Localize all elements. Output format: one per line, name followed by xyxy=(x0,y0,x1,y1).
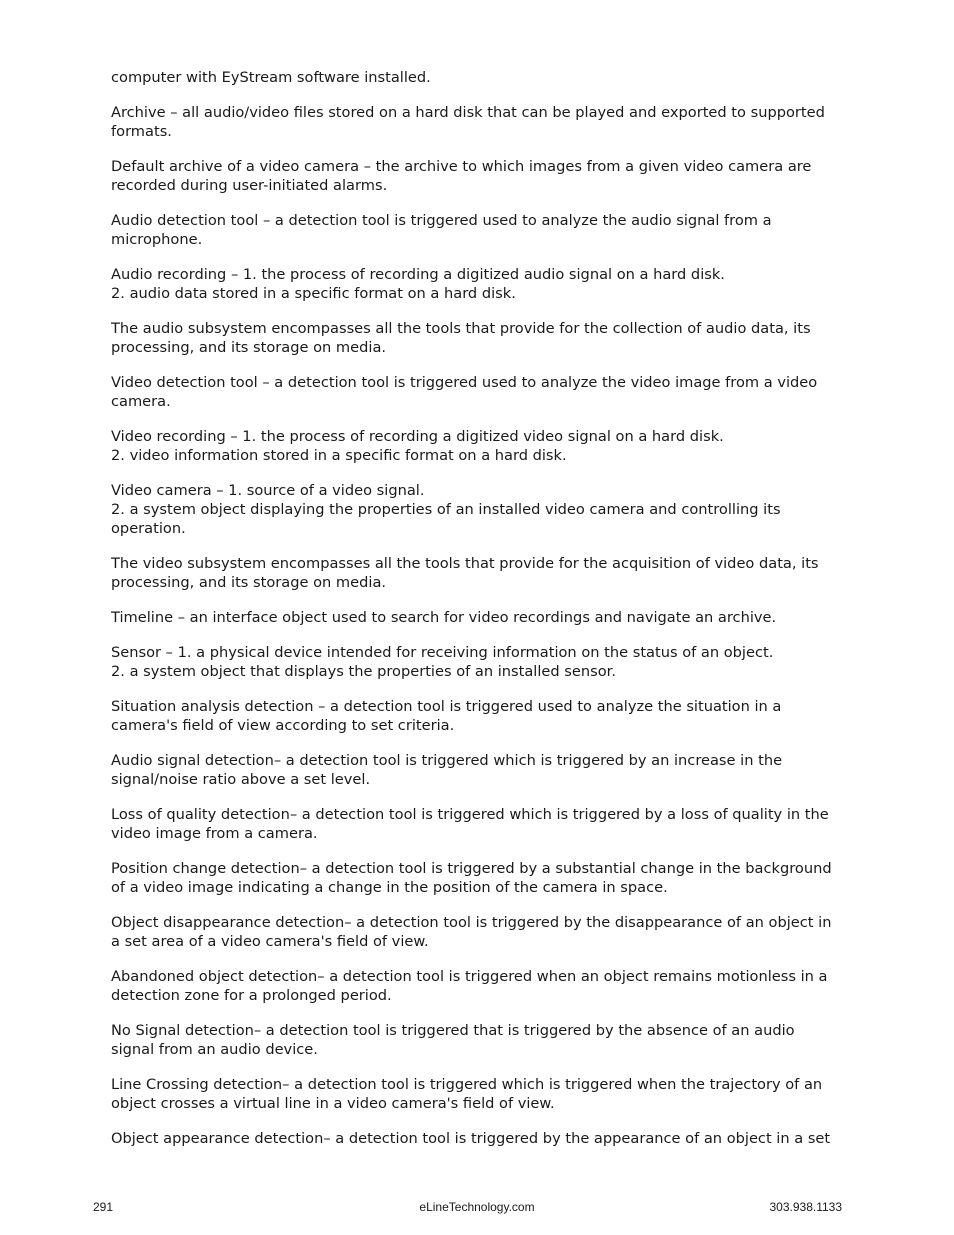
footer-website: eLineTechnology.com xyxy=(419,1200,535,1214)
glossary-paragraph xyxy=(111,481,846,538)
paragraph-line: detection zone for a prolonged period. xyxy=(111,987,392,1004)
paragraph-line: recorded during user-initiated alarms. xyxy=(111,177,388,194)
glossary-paragraph xyxy=(111,751,846,789)
paragraph-line: processing, and its storage on media. xyxy=(111,574,387,591)
paragraph-line: 2. a system object that displays the properties of an installed sensor. xyxy=(111,663,616,680)
paragraph-line: formats. xyxy=(111,123,172,140)
footer-phone: 303.938.1133 xyxy=(769,1200,842,1214)
paragraph-line: Abandoned object detection– a detection tool is triggered when an object remains motionless in a xyxy=(111,968,828,985)
glossary-paragraph xyxy=(111,265,846,303)
glossary-paragraph xyxy=(111,608,846,627)
glossary-paragraph xyxy=(111,157,846,195)
paragraph-line: Video camera – 1. source of a video signal. xyxy=(111,482,425,499)
paragraph-line: camera's field of view according to set criteria. xyxy=(111,717,455,734)
paragraph-line: Sensor – 1. a physical device intended for receiving information on the status of an object. xyxy=(111,644,774,661)
glossary-paragraph xyxy=(111,373,846,411)
page-footer xyxy=(0,1200,954,1216)
glossary-paragraph xyxy=(111,211,846,249)
glossary-paragraph xyxy=(111,1129,846,1148)
glossary-paragraph xyxy=(111,859,846,897)
paragraph-line: operation. xyxy=(111,520,186,537)
paragraph-line: Situation analysis detection – a detection tool is triggered used to analyze the situation in a xyxy=(111,698,782,715)
paragraph-line: 2. audio data stored in a specific format on a hard disk. xyxy=(111,285,516,302)
paragraph-line: Audio recording – 1. the process of recording a digitized audio signal on a hard disk. xyxy=(111,266,725,283)
paragraph-line: Video detection tool – a detection tool is triggered used to analyze the video image from a video xyxy=(111,374,818,391)
paragraph-line: 2. a system object displaying the properties of an installed video camera and controlling its xyxy=(111,501,781,518)
paragraph-line: signal from an audio device. xyxy=(111,1041,318,1058)
paragraph-line: The video subsystem encompasses all the tools that provide for the acquisition of video data, its xyxy=(111,555,819,572)
glossary-paragraph xyxy=(111,319,846,357)
paragraph-line: computer with EyStream software installed. xyxy=(111,69,431,86)
glossary-paragraph xyxy=(111,913,846,951)
paragraph-line: signal/noise ratio above a set level. xyxy=(111,771,371,788)
glossary-paragraph xyxy=(111,427,846,465)
paragraph-line: of a video image indicating a change in the position of the camera in space. xyxy=(111,879,668,896)
glossary-paragraph xyxy=(111,1075,846,1113)
paragraph-line: video image from a camera. xyxy=(111,825,318,842)
paragraph-line: Loss of quality detection– a detection tool is triggered which is triggered by a loss of quality in the xyxy=(111,806,829,823)
paragraph-line: The audio subsystem encompasses all the tools that provide for the collection of audio data, its xyxy=(111,320,811,337)
paragraph-line: 2. video information stored in a specific format on a hard disk. xyxy=(111,447,567,464)
glossary-paragraph xyxy=(111,967,846,1005)
paragraph-line: Line Crossing detection– a detection tool is triggered which is triggered when the trajectory of an xyxy=(111,1076,823,1093)
paragraph-line: Object disappearance detection– a detection tool is triggered by the disappearance of an object in xyxy=(111,914,832,931)
paragraph-line: Archive – all audio/video files stored on a hard disk that can be played and exported to supported xyxy=(111,104,825,121)
paragraph-line: Audio detection tool – a detection tool is triggered used to analyze the audio signal from a xyxy=(111,212,772,229)
paragraph-line: Object appearance detection– a detection tool is triggered by the appearance of an object in a set xyxy=(111,1130,831,1147)
glossary-paragraph xyxy=(111,68,846,87)
document-body xyxy=(111,68,846,1164)
paragraph-line: Timeline – an interface object used to search for video recordings and navigate an archive. xyxy=(111,609,777,626)
paragraph-line: object crosses a virtual line in a video camera's field of view. xyxy=(111,1095,555,1112)
glossary-paragraph xyxy=(111,103,846,141)
glossary-paragraph xyxy=(111,697,846,735)
paragraph-line: camera. xyxy=(111,393,171,410)
glossary-paragraph xyxy=(111,554,846,592)
paragraph-line: Position change detection– a detection tool is triggered by a substantial change in the background xyxy=(111,860,832,877)
glossary-paragraph xyxy=(111,805,846,843)
glossary-paragraph xyxy=(111,643,846,681)
paragraph-line: No Signal detection– a detection tool is triggered that is triggered by the absence of an audio xyxy=(111,1022,795,1039)
glossary-paragraph xyxy=(111,1021,846,1059)
paragraph-line: Audio signal detection– a detection tool is triggered which is triggered by an increase in the xyxy=(111,752,783,769)
page-number: 291 xyxy=(93,1200,114,1214)
paragraph-line: processing, and its storage on media. xyxy=(111,339,387,356)
paragraph-line: microphone. xyxy=(111,231,203,248)
paragraph-line: Video recording – 1. the process of recording a digitized video signal on a hard disk. xyxy=(111,428,724,445)
paragraph-line: Default archive of a video camera – the archive to which images from a given video camera are xyxy=(111,158,812,175)
paragraph-line: a set area of a video camera's field of view. xyxy=(111,933,429,950)
